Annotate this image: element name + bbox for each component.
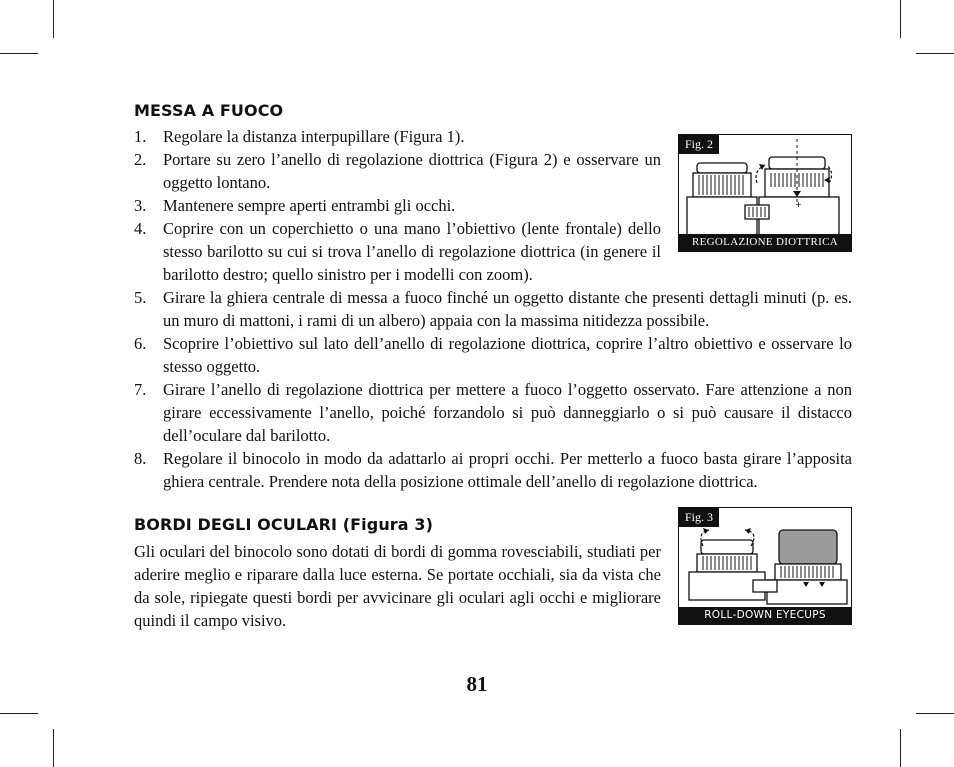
figure-label: Fig. 3 (679, 508, 719, 527)
figure-diopter-adjustment (678, 134, 852, 252)
figure-label: Fig. 2 (679, 135, 719, 154)
list-item: 4. Coprire con un coperchietto o una mano l’obiettivo (lente frontale) dello stesso barilotto su cui si trova l’anello di regolazione diottrica (in genere il barilotto destro; quello sinistro per i modelli con zoom). (134, 219, 661, 284)
svg-text:+: + (795, 200, 802, 209)
list-item: 1. Regolare la distanza interpupillare (Figura 1). (134, 127, 465, 146)
list-item: 3. Mantenere sempre aperti entrambi gli occhi. (134, 196, 456, 215)
crop-mark (0, 53, 38, 54)
section-heading-focus: MESSA A FUOCO (134, 101, 284, 120)
eyecups-paragraph: Gli oculari del binocolo sono dotati di bordi di gomma rovesciabili, studiati per aderire meglio e riparare dalla luce esterna. Se portate occhiali, sia da vista che da sole, ripiegate questi bordi per avvicinare gli oculari agli occhi e migliorare quindi il campo visivo. (134, 542, 661, 630)
list-item: 7. Girare l’anello di regolazione diottrica per mettere a fuoco l’oggetto osservato. Fare attenzione a non girare eccessivamente l’anello, poiché forzandolo si può danneggiarlo o si può causare il distacco dell’oculare dal barilotto. (134, 380, 852, 445)
section-heading-eyecups: BORDI DEGLI OCULARI (Figura 3) (134, 515, 434, 534)
crop-mark (916, 53, 954, 54)
page-number: 81 (466, 672, 488, 696)
list-item: 2. Portare su zero l’anello di regolazione diottrica (Figura 2) e osservare un oggetto lontano. (134, 150, 661, 192)
crop-mark (900, 0, 901, 38)
list-item: 6. Scoprire l’obiettivo sul lato dell’anello di regolazione diottrica, coprire l’altro obiettivo e osservare lo stesso oggetto. (134, 334, 852, 376)
crop-mark (900, 729, 901, 767)
list-item: 8. Regolare il binocolo in modo da adattarlo ai propri occhi. Per metterlo a fuoco basta girare l’apposita ghiera centrale. Prendere nota della posizione ottimale dell’anello di regolazione diottrica. (134, 449, 852, 491)
crop-mark (916, 713, 954, 714)
figure-caption: ROLL-DOWN EYECUPS (679, 607, 851, 624)
crop-mark (53, 0, 54, 38)
crop-mark (53, 729, 54, 767)
figure-caption: REGOLAZIONE DIOTTRICA (679, 234, 851, 251)
crop-mark (0, 713, 38, 714)
list-item: 5. Girare la ghiera centrale di messa a fuoco finché un oggetto distante che presenti dettagli minuti (p. es. un muro di mattoni, i rami di un albero) appaia con la massima nitidezza possibile. (134, 288, 852, 330)
figure-roll-down-eyecups (678, 507, 852, 625)
